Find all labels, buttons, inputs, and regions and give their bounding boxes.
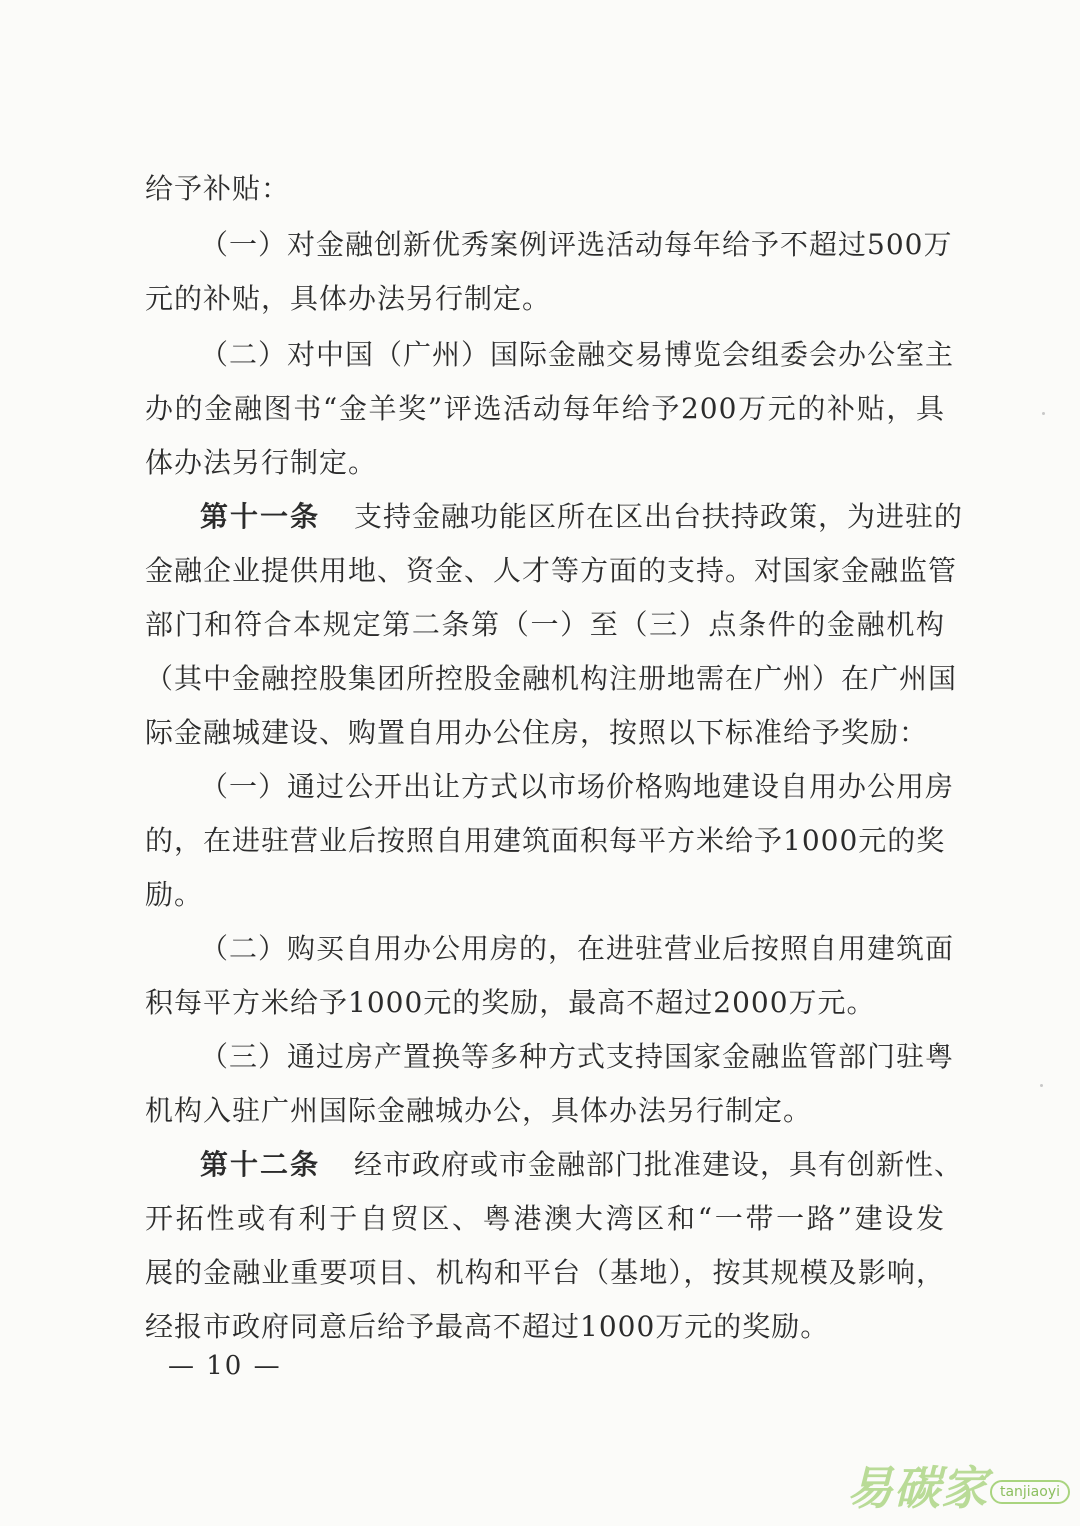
article-12-paragraph-start [200, 1145, 964, 1185]
article-12-heading: 第十二条 [200, 1148, 321, 1181]
text-line: 的，在进驻营业后按照自用建筑面积每平方米给予1000元的奖 [145, 824, 946, 857]
scan-speck [1040, 1084, 1043, 1087]
text-line: （一）通过公开出让方式以市场价格购地建设自用办公用房 [200, 770, 955, 803]
text-line: 机构入驻广州国际金融城办公，具体办法另行制定。 [145, 1094, 813, 1127]
text-line: 办的金融图书“金羊奖”评选活动每年给予200万元的补贴，具 [145, 392, 945, 425]
text-line: 元的补贴，具体办法另行制定。 [145, 282, 552, 315]
watermark-badge: tanjiaoyi [990, 1480, 1070, 1504]
watermark-text: 易碳家 [846, 1461, 988, 1515]
watermark-logo [847, 1450, 1070, 1518]
text-line: 金融企业提供用地、资金、人才等方面的支持。对国家金融监管 [145, 554, 958, 587]
text-line: （一）对金融创新优秀案例评选活动每年给予不超过500万 [200, 228, 953, 261]
text-line: 体办法另行制定。 [145, 446, 378, 479]
scan-speck [1042, 412, 1045, 415]
text-run: 支持金融功能区所在区出台扶持政策，为进驻的 [354, 500, 964, 533]
text-line: （其中金融控股集团所控股金融机构注册地需在广州）在广州国 [145, 662, 958, 695]
text-line: （二）对中国（广州）国际金融交易博览会组委会办公室主 [200, 338, 955, 371]
text-line: 经报市政府同意后给予最高不超过1000万元的奖励。 [145, 1310, 830, 1343]
text-line: 展的金融业重要项目、机构和平台（基地），按其规模及影响， [145, 1256, 945, 1289]
text-line: 励。 [145, 878, 204, 911]
article-11-heading: 第十一条 [200, 500, 321, 533]
page-number: — 10 — [168, 1351, 282, 1381]
text-line: 部门和符合本规定第二条第（一）至（三）点条件的金融机构 [145, 608, 945, 641]
text-line: 际金融城建设、购置自用办公住房，按照以下标准给予奖励： [145, 716, 929, 749]
article-11-paragraph-start [200, 497, 964, 537]
text-line: 开拓性或有利于自贸区、粤港澳大湾区和“一带一路”建设发 [145, 1202, 945, 1235]
text-line: 积每平方米给予1000元的奖励，最高不超过2000万元。 [145, 986, 876, 1019]
text-run: 经市政府或市金融部门批准建设，具有创新性、 [354, 1148, 964, 1181]
text-line: （三）通过房产置换等多种方式支持国家金融监管部门驻粤 [200, 1040, 955, 1073]
text-line: （二）购买自用办公用房的，在进驻营业后按照自用建筑面 [200, 932, 955, 965]
text-line: 给予补贴： [145, 172, 291, 205]
